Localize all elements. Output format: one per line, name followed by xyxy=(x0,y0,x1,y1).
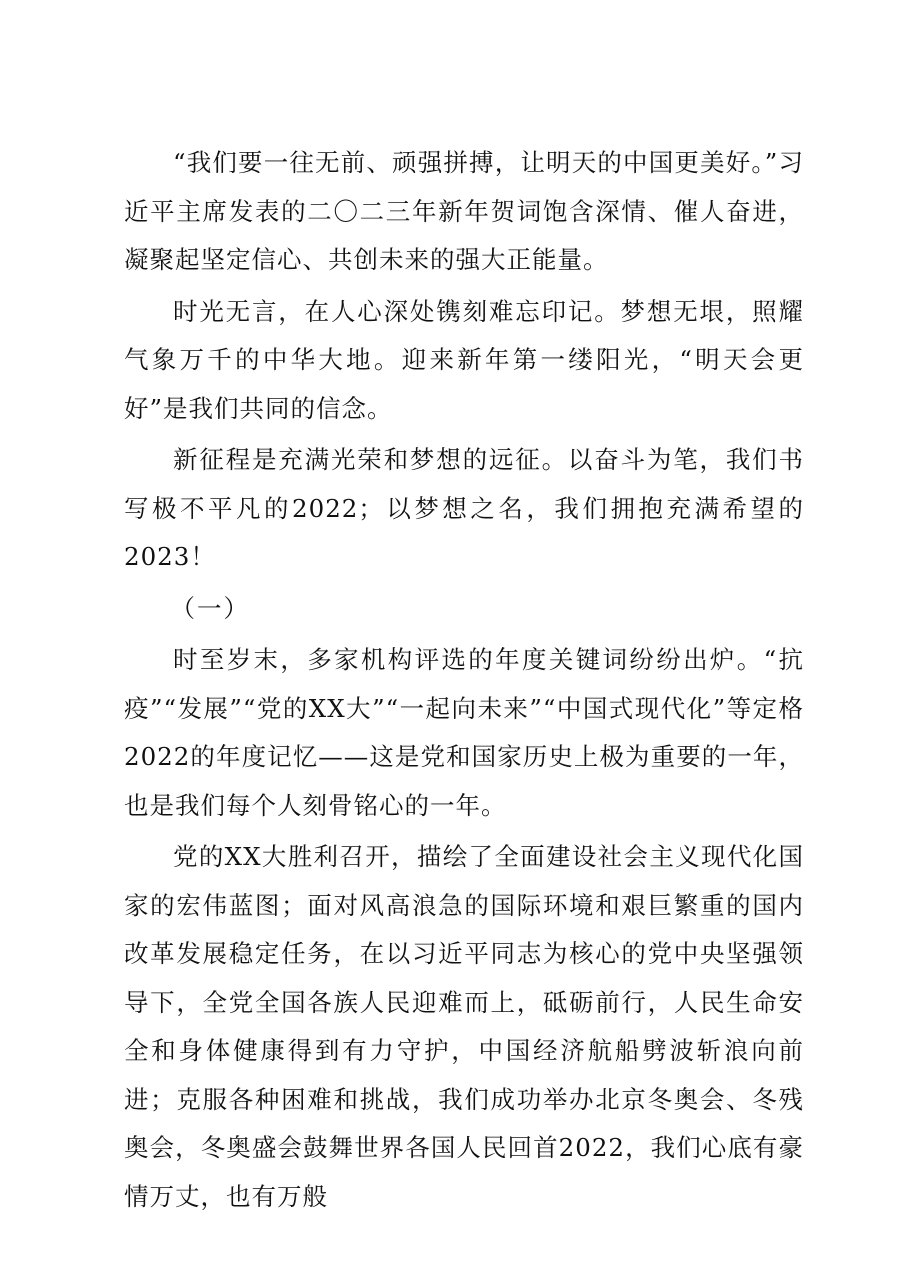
document-body xyxy=(124,139,804,1224)
paragraph-year-keywords: 时至岁末，多家机构评选的年度关键词纷纷出炉。“抗疫”“发展”“党的XX大”“一起向未来”“中国式现代化”等定格2022的年度记忆——这是党和国家历史上极为重要的一年，也是我们每个人刻骨铭心的一年。 xyxy=(124,645,804,820)
section-heading-one: （一） xyxy=(170,593,251,623)
paragraph-new-year-address: “我们要一往无前、顽强拼搏，让明天的中国更美好。”习近平主席发表的二〇二三年新年贺词饱含深情、催人奋进，凝聚起坚定信心、共创未来的强大正能量。 xyxy=(124,148,804,274)
paragraph-congress-review: 党的XX大胜利召开，描绘了全面建设社会主义现代化国家的宏伟蓝图；面对风高浪急的国际环境和艰巨繁重的国内改革发展稳定任务，在以习近平同志为核心的党中央坚强领导下，全党全国各族人民迎难而上，砥砺前行，人民生命安全和身体健康得到有力守护，中国经济航船劈波斩浪向前进；克服各种困难和挑战，我们成功举办北京冬奥会、冬残奥会，冬奥盛会鼓舞世界各国人民回首2022，我们心底有豪情万丈，也有万般 xyxy=(124,842,804,1211)
paragraph-time-and-dreams: 时光无言，在人心深处镌刻难忘印记。梦想无垠，照耀气象万千的中华大地。迎来新年第一缕阳光，“明天会更好”是我们共同的信念。 xyxy=(124,296,804,423)
paragraph-new-journey: 新征程是充满光荣和梦想的远征。以奋斗为笔，我们书写极不平凡的2022；以梦想之名，我们拥抱充满希望的2023！ xyxy=(124,445,804,571)
